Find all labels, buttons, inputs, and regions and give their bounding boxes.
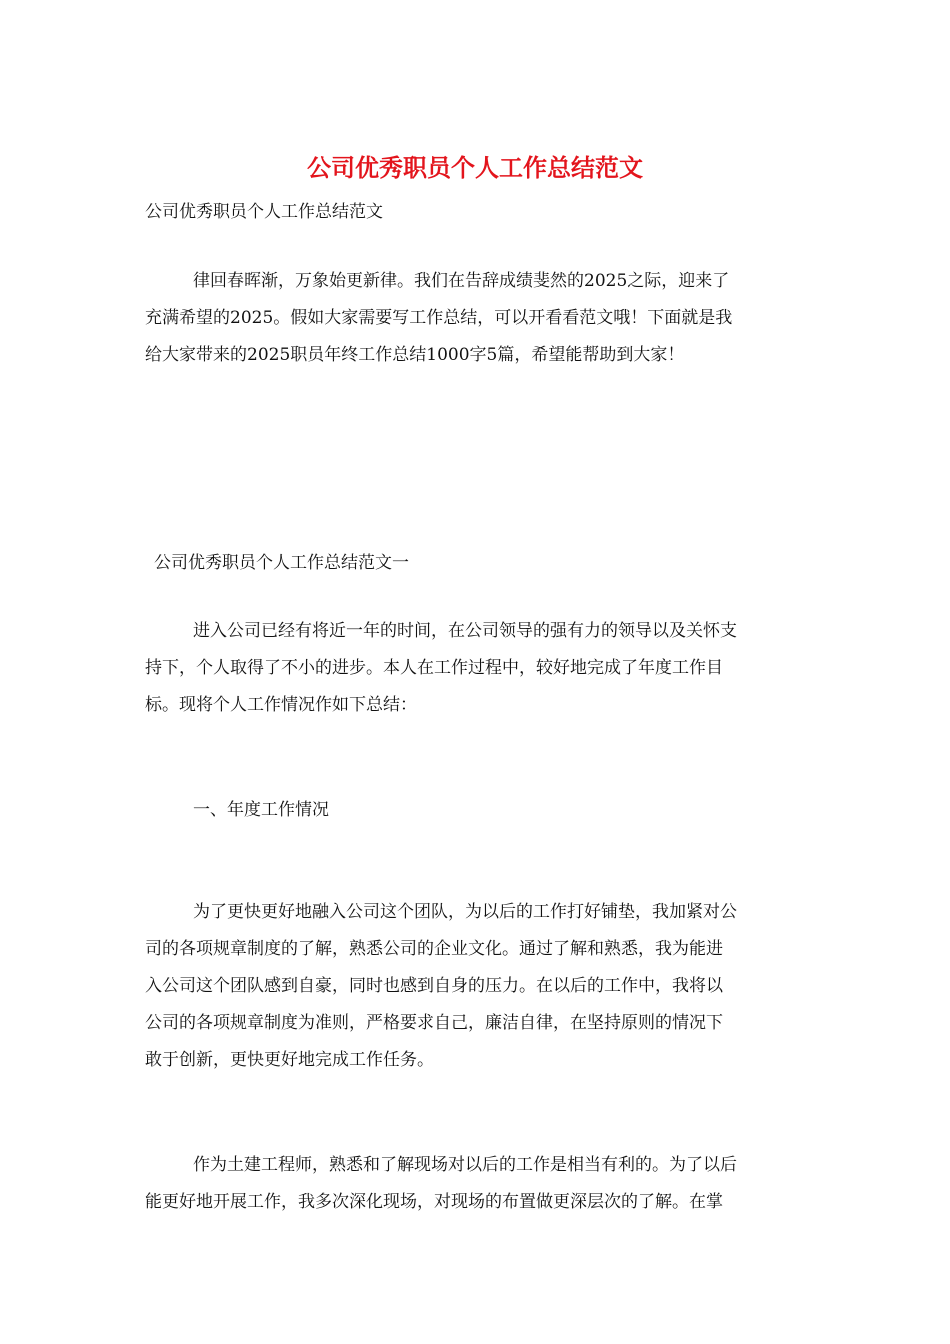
- paragraph-line: 标。现将个人工作情况作如下总结：: [145, 695, 417, 715]
- body-paragraph-3: [145, 1147, 810, 1221]
- paragraph-line: 敢于创新，更快更好地完成工作任务。: [145, 1050, 434, 1070]
- paragraph-line: 充满希望的2025。假如大家需要写工作总结，可以开看看范文哦！下面就是我: [145, 308, 733, 328]
- paragraph-line: 司的各项规章制度的了解，熟悉公司的企业文化。通过了解和熟悉，我为能进: [145, 939, 723, 959]
- section-title: 公司优秀职员个人工作总结范文一: [154, 553, 409, 573]
- paragraph-line: 作为土建工程师，熟悉和了解现场对以后的工作是相当有利的。为了以后: [193, 1155, 737, 1175]
- paragraph-line: 进入公司已经有将近一年的时间，在公司领导的强有力的领导以及关怀支: [193, 621, 737, 641]
- paragraph-line: 入公司这个团队感到自豪，同时也感到自身的压力。在以后的工作中，我将以: [145, 976, 723, 996]
- paragraph-line: 律回春晖渐，万象始更新律。我们在告辞成绩斐然的2025之际，迎来了: [193, 271, 730, 291]
- paragraph-line: 公司的各项规章制度为准则，严格要求自己，廉洁自律，在坚持原则的情况下: [145, 1013, 723, 1033]
- paragraph-line: 能更好地开展工作，我多次深化现场，对现场的布置做更深层次的了解。在掌: [145, 1192, 723, 1212]
- body-paragraph-1: [145, 613, 810, 724]
- paragraph-line: 持下，个人取得了不小的进步。本人在工作过程中，较好地完成了年度工作目: [145, 658, 723, 678]
- paragraph-line: 给大家带来的2025职员年终工作总结1000字5篇，希望能帮助到大家！: [145, 345, 685, 365]
- document-subtitle: 公司优秀职员个人工作总结范文: [145, 202, 383, 222]
- document-title: 公司优秀职员个人工作总结范文: [307, 153, 643, 182]
- paragraph-line: 为了更快更好地融入公司这个团队，为以后的工作打好铺垫，我加紧对公: [193, 902, 737, 922]
- section-heading: 一、年度工作情况: [193, 800, 329, 820]
- intro-paragraph: [145, 263, 810, 374]
- body-paragraph-2: [145, 894, 810, 1079]
